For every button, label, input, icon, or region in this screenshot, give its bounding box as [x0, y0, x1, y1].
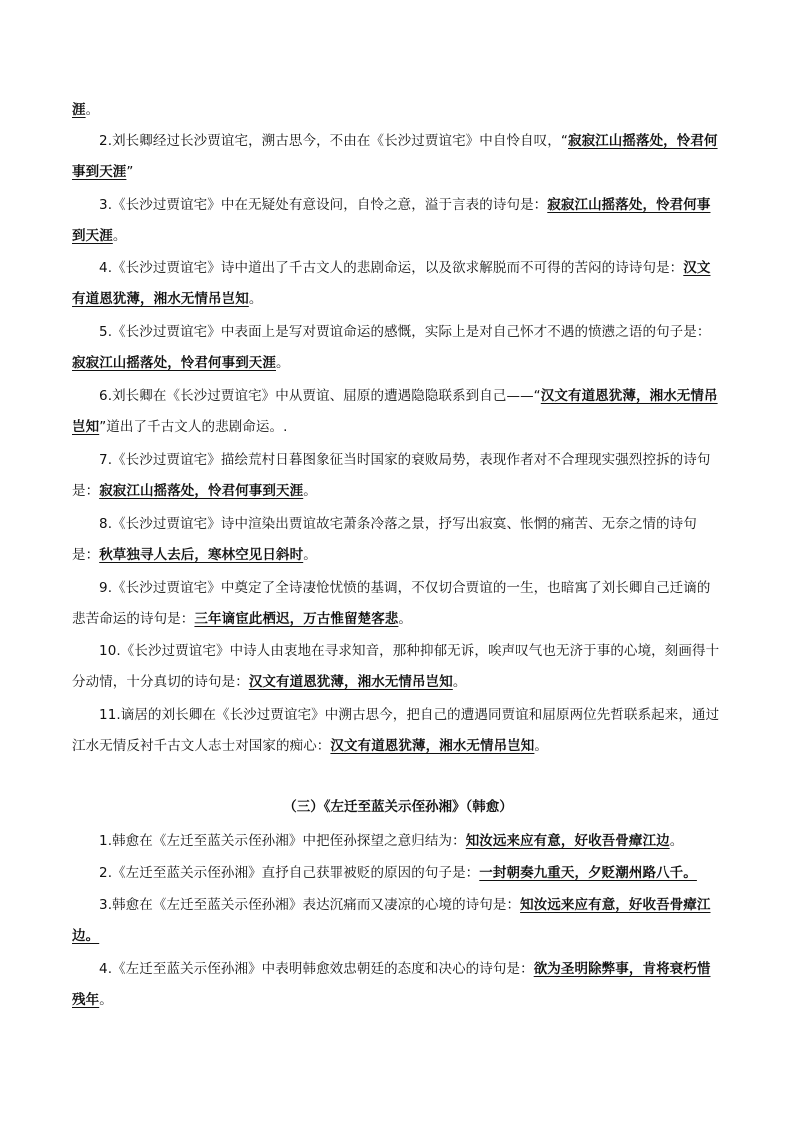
- question-10: [72, 636, 724, 698]
- question-tail: 。: [669, 833, 684, 849]
- question-text: 3.《长沙过贾谊宅》中在无疑处有意设问，自怜之意，溢于言表的诗句是：: [99, 197, 548, 213]
- question-tail: 。: [99, 992, 113, 1008]
- question-5: [72, 317, 724, 379]
- question-6: [72, 381, 724, 443]
- answer-text: 秋草独寻人去后，寒林空见日斜时: [99, 547, 304, 563]
- answer-text: 寂寂江山摇落处，怜君何事到天涯: [72, 355, 276, 371]
- section-question-4: [72, 954, 724, 1016]
- question-3: [72, 190, 724, 252]
- paragraph-tail: 。: [85, 102, 100, 118]
- question-text: 8.《长沙过贾谊宅》诗中渲染出贾谊故宅萧条冷落之景，抒写出寂寞、怅惘的痛苦、无奈之情的诗句是：: [72, 516, 697, 563]
- answer-text: 三年谪宦此栖迟，万古惟留楚客悲: [194, 611, 399, 627]
- question-text: 4.《左迁至蓝关示侄孙湘》中表明韩愈效忠朝廷的态度和决心的诗句是：: [99, 961, 534, 977]
- question-text: 9.《长沙过贾谊宅》中奠定了全诗凄怆忧愤的基调，不仅切合贾谊的一生，也暗寓了刘长卿自己迁谪的悲苦命运的诗句是：: [72, 580, 711, 627]
- question-tail: ”道出了千古文人的悲剧命运。.: [99, 419, 288, 435]
- answer-text: 寂寂江山摇落处，怜君何事到天涯: [72, 197, 711, 244]
- section-question-1: [72, 826, 724, 857]
- question-tail: 。: [303, 547, 317, 563]
- answer-text: 欲为圣明除弊事，肯将衰朽惜残年: [72, 961, 711, 1008]
- question-7: [72, 445, 724, 507]
- answer-text: 寂寂江山摇落处，怜君何事到天涯: [99, 483, 304, 499]
- answer-text: 知汝远来应有意，好收吾骨瘴江边。: [72, 897, 711, 944]
- question-text: 3.韩愈在《左迁至蓝关示侄孙湘》表达沉痛而又凄凉的心境的诗句是：: [99, 897, 521, 913]
- question-tail: 。: [276, 355, 290, 371]
- question-text: 2.《左迁至蓝关示侄孙湘》直抒自己获罪被贬的原因的句子是：: [99, 865, 480, 881]
- question-text: 6.刘长卿在《长沙过贾谊宅》中从贾谊、屈原的遭遇隐隐联系到自己——“: [99, 388, 541, 404]
- answer-text: 汉文有道恩犹薄，湘水无情吊岂知: [72, 388, 718, 435]
- question-text: 10.《长沙过贾谊宅》中诗人由衷地在寻求知音，那种抑郁无诉，唉声叹气也无济于事的心境，刻画得十分动情，十分真切的诗句是：: [72, 643, 720, 690]
- answer-text: 寂寂江山摇落处，怜君何事到天涯: [72, 133, 718, 180]
- question-tail: ”: [126, 164, 134, 180]
- question-9: [72, 573, 724, 635]
- answer-text: 一封朝奏九重天，夕贬潮州路八千。: [479, 865, 697, 881]
- question-text: 5.《长沙过贾谊宅》中表面上是写对贾谊命运的感慨，实际上是对自己怀才不遇的愤懑之语的句子是：: [99, 324, 711, 340]
- section-question-3: [72, 890, 724, 952]
- question-4: [72, 253, 724, 315]
- question-text: 4.《长沙过贾谊宅》诗中道出了千古文人的悲剧命运，以及欲求解脱而不可得的苦闷的诗诗句是：: [99, 260, 684, 276]
- question-tail: 。: [303, 483, 317, 499]
- question-text: 11.谪居的刘长卿在《长沙过贾谊宅》中溯古思今，把自己的遭遇同贾谊和屈原两位先哲联系起来，通过江水无情反衬千古文人志士对国家的痴心：: [72, 707, 720, 754]
- question-text: 2.刘长卿经过长沙贾谊宅，溯古思今，不由在《长沙过贾谊宅》中自怜自叹，“: [99, 133, 568, 149]
- question-tail: 。: [398, 611, 413, 627]
- question-text: 7.《长沙过贾谊宅》描绘荒村日暮图象征当时国家的衰败局势，表现作者对不合理现实强烈控拆的诗句是：: [72, 452, 711, 499]
- section-heading: （三）《左迁至蓝关示侄孙湘》（韩愈）: [283, 799, 513, 815]
- answer-text: 知汝远来应有意，好收吾骨瘴江边: [465, 833, 670, 849]
- question-tail: 。: [452, 674, 467, 690]
- answer-text: 汉文有道恩犹薄，湘水无情吊岂知: [72, 260, 711, 307]
- answer-text: 汉文有道恩犹薄，湘水无情吊岂知: [248, 674, 453, 690]
- question-8: [72, 509, 724, 571]
- paragraph-continuation: [72, 95, 724, 126]
- question-text: 1.韩愈在《左迁至蓝关示侄孙湘》中把侄孙探望之意归结为：: [99, 833, 466, 849]
- question-tail: 。: [112, 228, 127, 244]
- answer-text: 涯: [72, 102, 86, 118]
- answer-text: 汉文有道恩犹薄，湘水无情吊岂知: [330, 738, 535, 754]
- section-question-2: [72, 858, 724, 889]
- question-tail: 。: [534, 738, 549, 754]
- question-11: [72, 700, 724, 762]
- question-2: [72, 126, 724, 188]
- question-tail: 。: [248, 291, 263, 307]
